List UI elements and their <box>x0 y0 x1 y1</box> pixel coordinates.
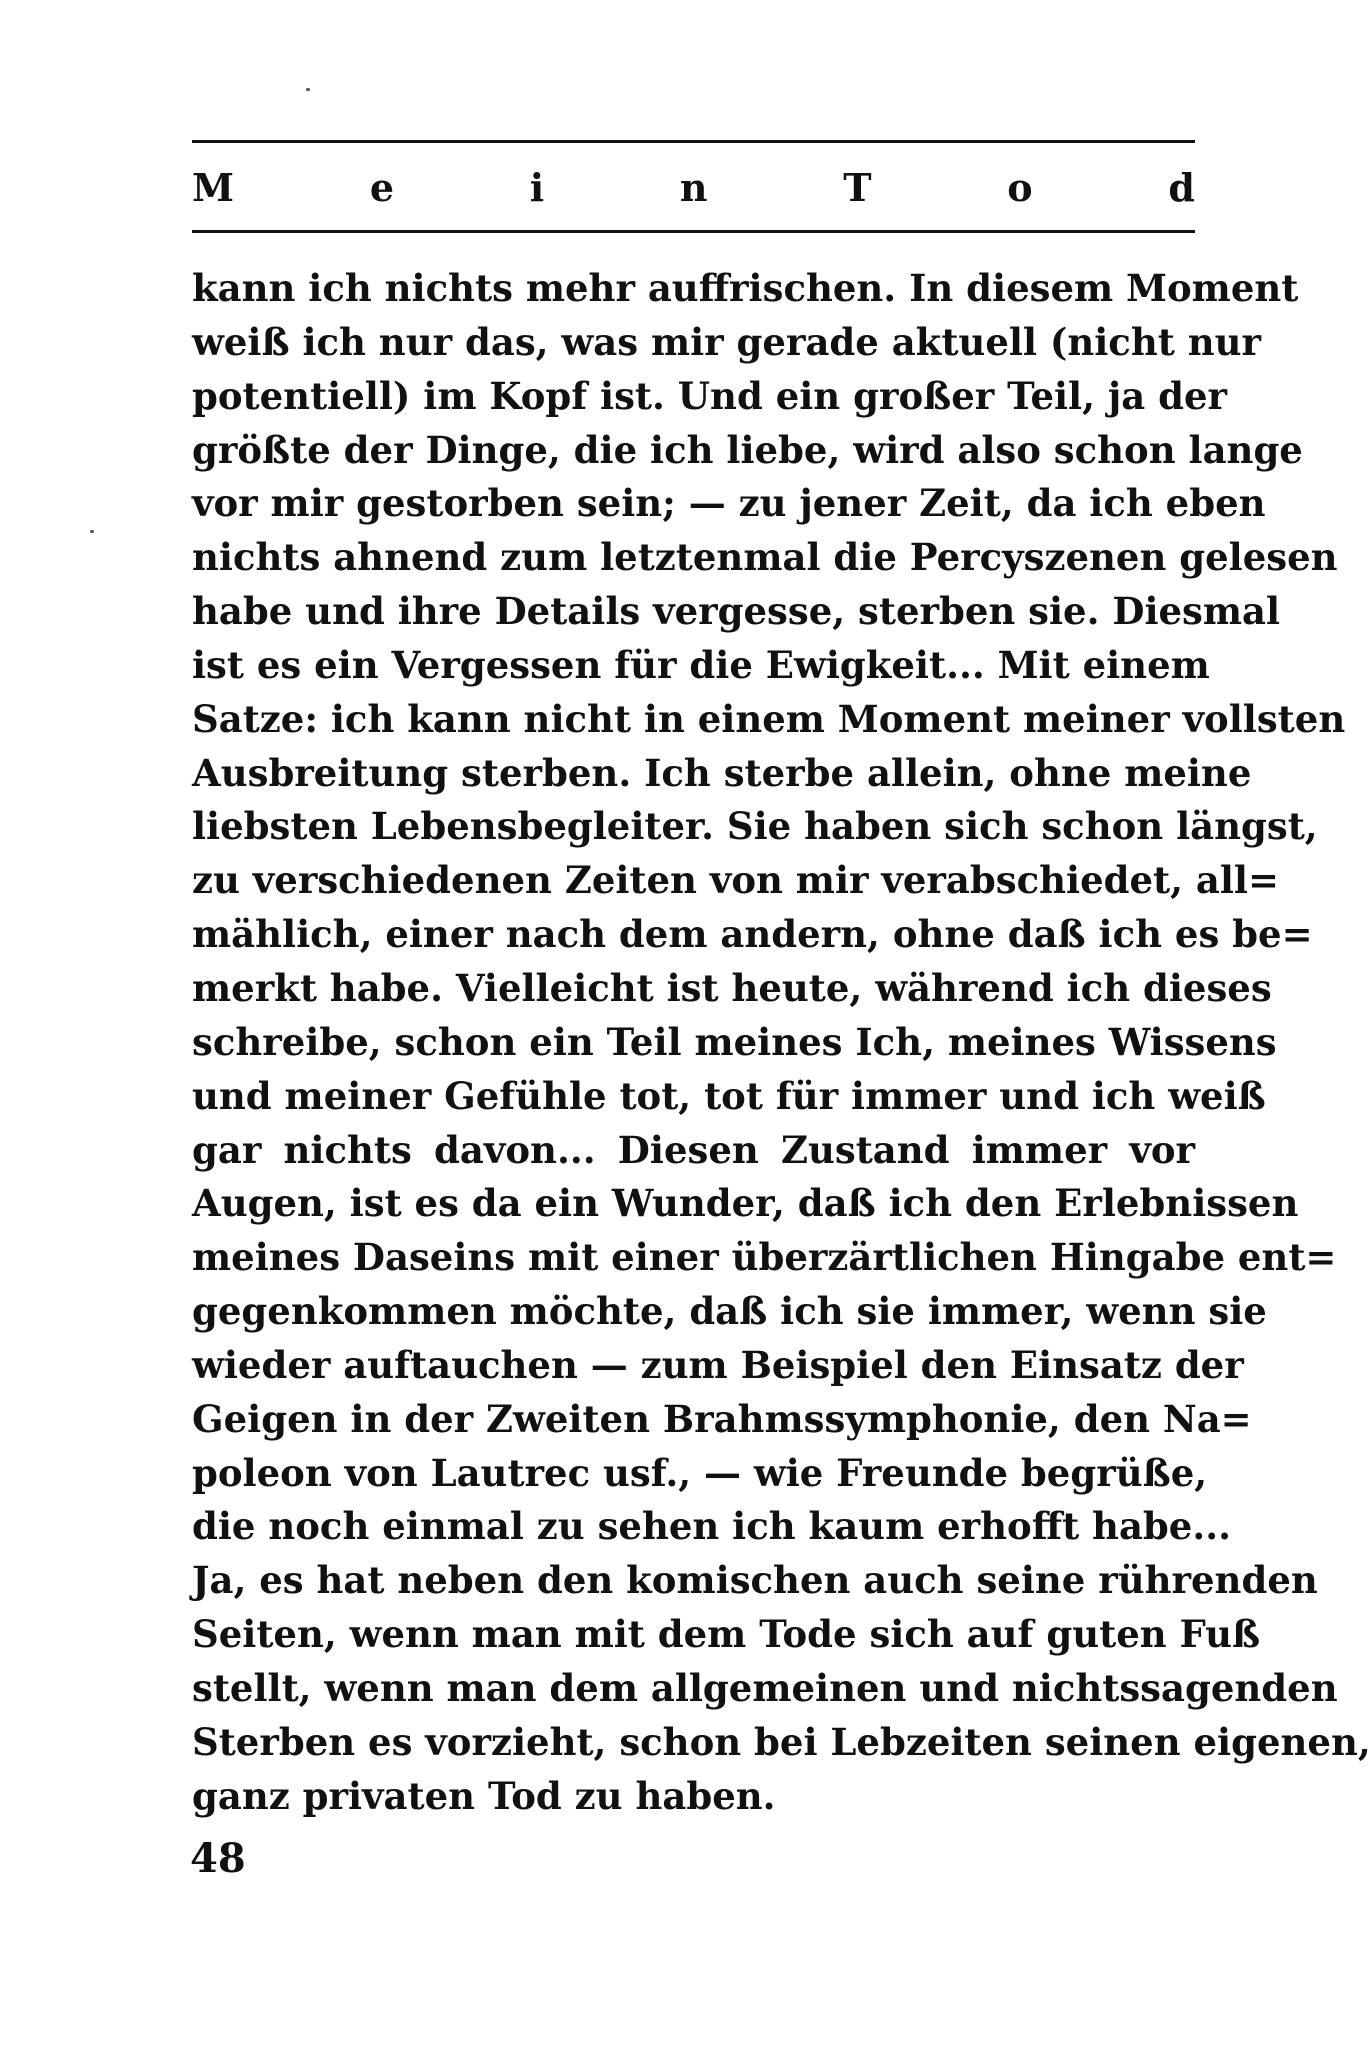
text-line: merkt habe. Vielleicht ist heute, während ich dieses <box>192 965 1272 1010</box>
text-line: poleon von Lautrec usf., — wie Freunde begrüße, <box>192 1450 1208 1495</box>
text-line: potentiell) im Kopf ist. Und ein großer Teil, ja der <box>192 373 1228 418</box>
text-line: Ja, es hat neben den komischen auch seine rührenden <box>192 1558 1318 1603</box>
text-line: die noch einmal zu sehen ich kaum erhofft habe... <box>192 1504 1231 1549</box>
text-line: ist es ein Vergessen für die Ewigkeit... Mit einem <box>192 642 1210 687</box>
running-head-letter: n <box>679 164 708 210</box>
text-line: gegenkommen möchte, daß ich sie immer, wenn sie <box>192 1289 1267 1334</box>
text-line: zu verschiedenen Zeiten von mir verabschiedet, all= <box>192 858 1279 903</box>
running-head-letter: i <box>529 164 545 210</box>
text-line: größte der Dinge, die ich liebe, wird also schon lange <box>192 427 1303 472</box>
text-line: Seiten, wenn man mit dem Tode sich auf guten Fuß <box>192 1612 1261 1657</box>
text-line: liebsten Lebensbegleiter. Sie haben sich schon längst, <box>192 804 1318 849</box>
text-line: wieder auftauchen — zum Beispiel den Einsatz der <box>192 1342 1244 1387</box>
text-line: ganz privaten Tod zu haben. <box>192 1773 776 1818</box>
text-line: gar nichts davon... Diesen Zustand immer vor <box>192 1127 1195 1172</box>
scan-speck <box>90 530 94 533</box>
running-head-letter: T <box>843 164 872 210</box>
text-line: stellt, wenn man dem allgemeinen und nichtssagenden <box>192 1665 1338 1710</box>
text-line: Augen, ist es da ein Wunder, daß ich den Erlebnissen <box>192 1181 1299 1226</box>
text-line: mählich, einer nach dem andern, ohne daß ich es be= <box>192 912 1313 957</box>
scan-speck <box>306 88 310 91</box>
text-line: Ausbreitung sterben. Ich sterbe allein, ohne meine <box>192 750 1252 795</box>
page-number: 48 <box>190 1835 246 1882</box>
text-line: vor mir gestorben sein; — zu jener Zeit, da ich eben <box>192 481 1266 526</box>
text-line: Sterben es vorzieht, schon bei Lebzeiten seinen eigenen, <box>192 1719 1371 1764</box>
text-line: und meiner Gefühle tot, tot für immer und ich weiß <box>192 1073 1266 1118</box>
running-head-letter: M <box>192 164 235 210</box>
text-line: Geigen in der Zweiten Brahmssymphonie, den Na= <box>192 1396 1252 1441</box>
text-line: nichts ahnend zum letztenmal die Percyszenen gelesen <box>192 535 1338 580</box>
body-text <box>192 262 1371 1823</box>
text-line: meines Daseins mit einer überzärtlichen Hingabe ent= <box>192 1235 1337 1280</box>
running-head-letter: d <box>1168 164 1195 210</box>
running-head-letter: e <box>369 164 394 210</box>
text-line: habe und ihre Details vergesse, sterben sie. Diesmal <box>192 589 1281 634</box>
header-rule-top <box>192 140 1195 143</box>
text-line: Satze: ich kann nicht in einem Moment meiner vollsten <box>192 696 1346 741</box>
text-line: schreibe, schon ein Teil meines Ich, meines Wissens <box>192 1019 1277 1064</box>
running-head <box>192 152 1195 222</box>
text-line: kann ich nichts mehr auffrischen. In diesem Moment <box>192 266 1299 310</box>
text-line: weiß ich nur das, was mir gerade aktuell (nicht nur <box>192 319 1262 364</box>
running-head-letter: o <box>1007 164 1033 210</box>
header-rule-bottom <box>192 230 1195 233</box>
